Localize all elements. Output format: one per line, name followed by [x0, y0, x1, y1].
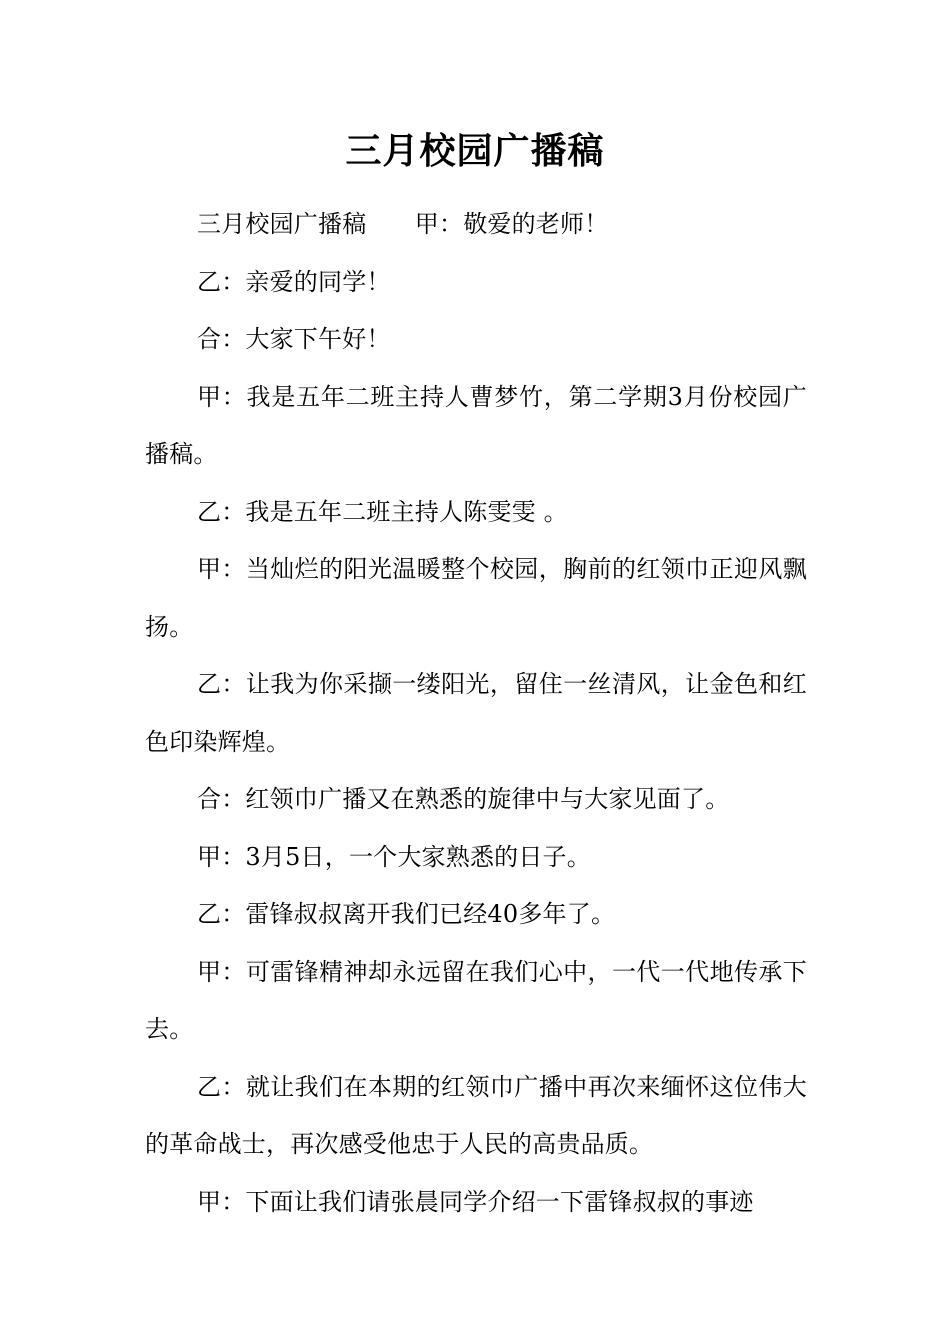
paragraph: 乙：让我为你采撷一缕阳光，留住一丝清风，让金色和红色印染辉煌。 — [145, 670, 807, 756]
paragraph: 乙：亲爱的同学！ — [197, 267, 391, 296]
paragraph: 乙：就让我们在本期的红领巾广播中再次来缅怀这位伟大的革命战士，再次感受他忠于人民的高贵品质。 — [145, 1072, 807, 1158]
paragraph: 甲：3月5日，一个大家熟悉的日子。 — [197, 842, 591, 871]
paragraph: 乙：雷锋叔叔离开我们已经40多年了。 — [197, 900, 616, 928]
document-title: 三月校园广播稿 — [345, 131, 605, 172]
paragraph: 甲：可雷锋精神却永远留在我们心中，一代一代地传承下去。 — [145, 957, 807, 1043]
paragraph: 乙：我是五年二班主持人陈雯雯 。 — [197, 497, 568, 526]
paragraph: 甲：下面让我们请张晨同学介绍一下雷锋叔叔的事迹 — [197, 1187, 754, 1216]
paragraph: 甲：当灿烂的阳光温暖整个校园，胸前的红领巾正迎风飘扬。 — [145, 555, 807, 641]
paragraph: 合：大家下午好！ — [197, 325, 391, 353]
document-body — [145, 196, 807, 1231]
paragraph: 合：红领巾广播又在熟悉的旋律中与大家见面了。 — [197, 785, 730, 813]
paragraph: 三月校园广播稿 甲：敬爱的老师！ — [197, 210, 609, 238]
paragraph: 甲：我是五年二班主持人曹梦竹，第二学期3月份校园广播稿。 — [145, 382, 807, 468]
